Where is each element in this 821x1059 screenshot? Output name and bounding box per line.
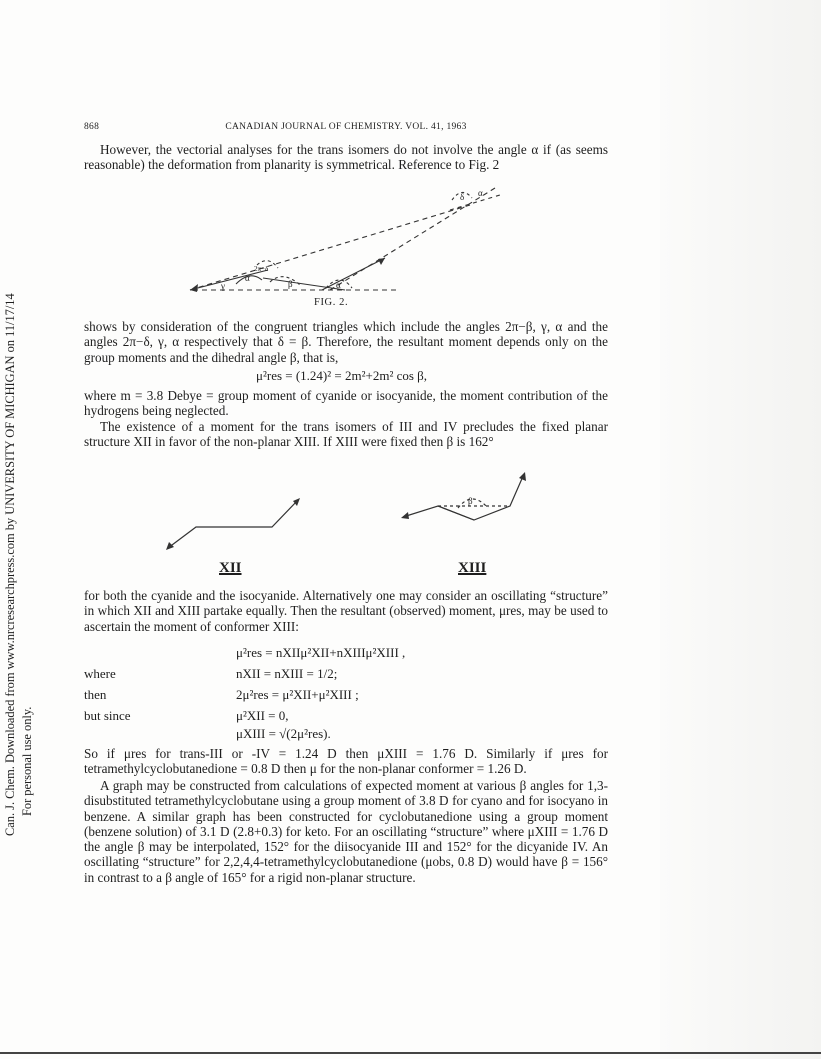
xiii-beta-label: β [468, 496, 473, 506]
paragraph-5: for both the cyanide and the isocyanide. Alternatively one may consider an oscillating “structure” in which XII and XIII partake equally. Then the resultant (observed) moment, μres, may be used to ascertain the moment of conformer XIII: [84, 588, 608, 634]
fig2-upper-dashed [190, 205, 470, 290]
fig2-label-alpha-left: α [245, 273, 250, 283]
fig2-label-gamma: γ [221, 281, 225, 291]
equation-2: μ²res = nXIIμ²XII+nXIIIμ²XIII , [236, 645, 406, 660]
xiii-beta-arc [458, 499, 488, 508]
xii-arrowhead-left [166, 542, 174, 550]
fig2-label-beta: β [288, 279, 293, 289]
xiii-arrowhead-left [401, 512, 409, 519]
fig2-label-alpha-right: α [336, 280, 341, 290]
fig2-caption: FIG. 2. [314, 297, 349, 308]
xii-arrowhead-right [293, 498, 300, 506]
paragraph-6: So if μres for trans-III or -IV = 1.24 D then μXIII = 1.76 D. Similarly if μres for tetramethylcyclobutanedione = 0.8 D then μ for the non-planar conformer = 1.26 D. [84, 746, 608, 777]
page-margin-shade [660, 0, 821, 1059]
paragraph-7: A graph may be constructed from calculations of expected moment at various β angles for 1,3-disubstituted tetramethylcyclobutane using a group moment of 3.8 D for cyano and for isocyano in benzene. A similar graph has been constructed for cyclobutanedione using a group moment (benzene solution) of 3.1 D (2.8+0.3) for keto. For an oscillating “structure” where μXIII = 1.76 D the angle β may be interpolated, 152° for the diisocyanide III and 152° for the dicyanide IV. An oscillating “structure” for 2,2,4,4-tetramethylcyclobutanedione (μobs, 0.8 D) would have β = 156° in contrast to a β angle of 165° for a rigid non-planar structure. [84, 778, 608, 885]
watermark-line-1: Can. J. Chem. Downloaded from www.nrcresearchpress.com by UNIVERSITY OF MICHIGAN on 11/17/14 [3, 293, 17, 836]
fig2-label-2pi-delta: 2π−δ [254, 265, 269, 273]
fig2-diag-dashed [330, 188, 495, 290]
where-label: where [84, 666, 116, 681]
watermark-line-2: For personal use only. [20, 706, 34, 816]
equation-4: 2μ²res = μ²XII+μ²XIII ; [236, 687, 359, 702]
fig2-top-dashed [450, 195, 500, 210]
equation-3: nXII = nXIII = 1/2; [236, 666, 338, 681]
xiii-arrowhead-right [519, 472, 526, 481]
page-bottom-edge [0, 1052, 821, 1054]
download-watermark [2, 236, 50, 836]
equation-5: μ²XII = 0, [236, 708, 289, 723]
xii-structure [168, 500, 298, 548]
fig2-base-vector [263, 278, 345, 290]
equation-6: μXIII = √(2μ²res). [236, 726, 331, 741]
paragraph-4: The existence of a moment for the trans isomers of III and IV precludes the fixed planar structure XII in favor of the non-planar XIII. If XIII were fixed then β is 162° [84, 419, 608, 450]
but-since-label: but since [84, 708, 131, 723]
paragraph-2: shows by consideration of the congruent triangles which include the angles 2π−β, γ, α and the angles 2π−δ, γ, α respectively that δ = β. Therefore, the resultant moment depends only on the group moments and the dihedral angle β, that is, [84, 319, 608, 365]
label-xii: XII [219, 560, 242, 576]
journal-title: CANADIAN JOURNAL OF CHEMISTRY. VOL. 41, 1963 [225, 122, 467, 132]
fig2-right-vector [322, 258, 385, 290]
fig2-arrowhead-left [190, 284, 198, 292]
equation-1: μ²res = (1.24)² = 2m²+2m² cos β, [256, 368, 428, 383]
fig2-arc-mid [270, 277, 300, 285]
page-number: 868 [84, 122, 100, 132]
label-xiii: XIII [458, 560, 487, 576]
then-label: then [84, 687, 107, 702]
paragraph-3: where m = 3.8 Debye = group moment of cyanide or isocyanide, the moment contribution of the hydrogens being neglected. [84, 388, 608, 419]
fig2-label-alpha-top: α [478, 188, 483, 198]
paragraph-1: However, the vectorial analyses for the trans isomers do not involve the angle α if (as seems reasonable) the deformation from planarity is symmetrical. Reference to Fig. 2 [84, 142, 608, 173]
fig2-label-delta: δ [460, 192, 465, 202]
xiii-structure [403, 474, 524, 520]
fig2-arrowhead-right [378, 258, 385, 265]
